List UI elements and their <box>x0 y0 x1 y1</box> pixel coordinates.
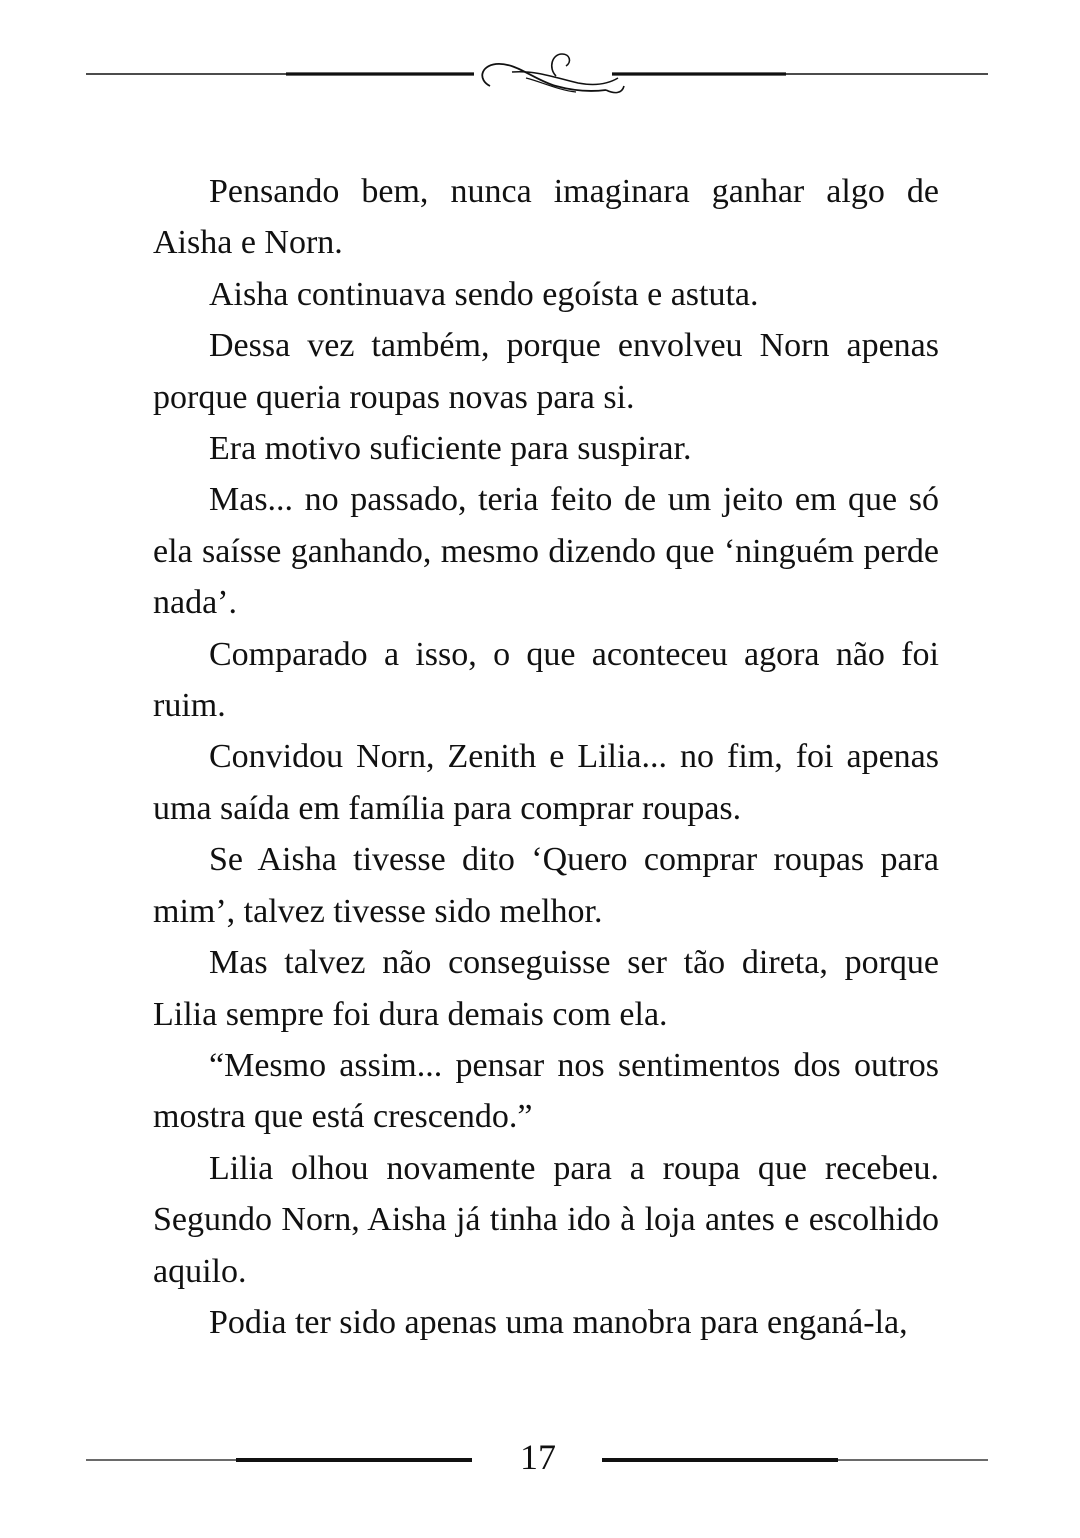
page-footer <box>86 1428 988 1488</box>
paragraph: Mas talvez não conseguisse ser tão direta, porque Lilia sempre foi dura demais com ela. <box>153 944 939 1033</box>
paragraph: Se Aisha tivesse dito ‘Quero comprar roupas para mim’, talvez tivesse sido melhor. <box>153 841 939 930</box>
paragraph: Aisha continuava sendo egoísta e astuta. <box>209 275 759 313</box>
paragraph: Convidou Norn, Zenith e Lilia... no fim, foi apenas uma saída em família para comprar roupas. <box>153 738 939 827</box>
paragraph: Pensando bem, nunca imaginara ganhar algo de Aisha e Norn. <box>153 173 939 262</box>
paragraph: Comparado a isso, o que aconteceu agora não foi ruim. <box>153 635 939 725</box>
paragraph: Dessa vez também, porque envolveu Norn apenas porque queria roupas novas para si. <box>153 327 939 416</box>
paragraph: “Mesmo assim... pensar nos sentimentos dos outros mostra que está crescendo.” <box>153 1046 939 1136</box>
paragraph: Era motivo suficiente para suspirar. <box>209 430 692 468</box>
paragraph: Mas... no passado, teria feito de um jeito em que só ela saísse ganhando, mesmo dizendo que ‘ninguém perde nada’. <box>153 481 939 622</box>
page-number: 17 <box>520 1437 556 1477</box>
paragraph: Podia ter sido apenas uma manobra para enganá-la, <box>209 1303 908 1341</box>
header-ornament <box>86 50 988 100</box>
footer-rule-left <box>86 1457 472 1463</box>
text-body <box>153 166 939 1348</box>
paragraph: Lilia olhou novamente para a roupa que recebeu. Segundo Norn, Aisha já tinha ido à loja antes e escolhido aquilo. <box>153 1149 939 1290</box>
footer-rule-right <box>602 1457 988 1463</box>
